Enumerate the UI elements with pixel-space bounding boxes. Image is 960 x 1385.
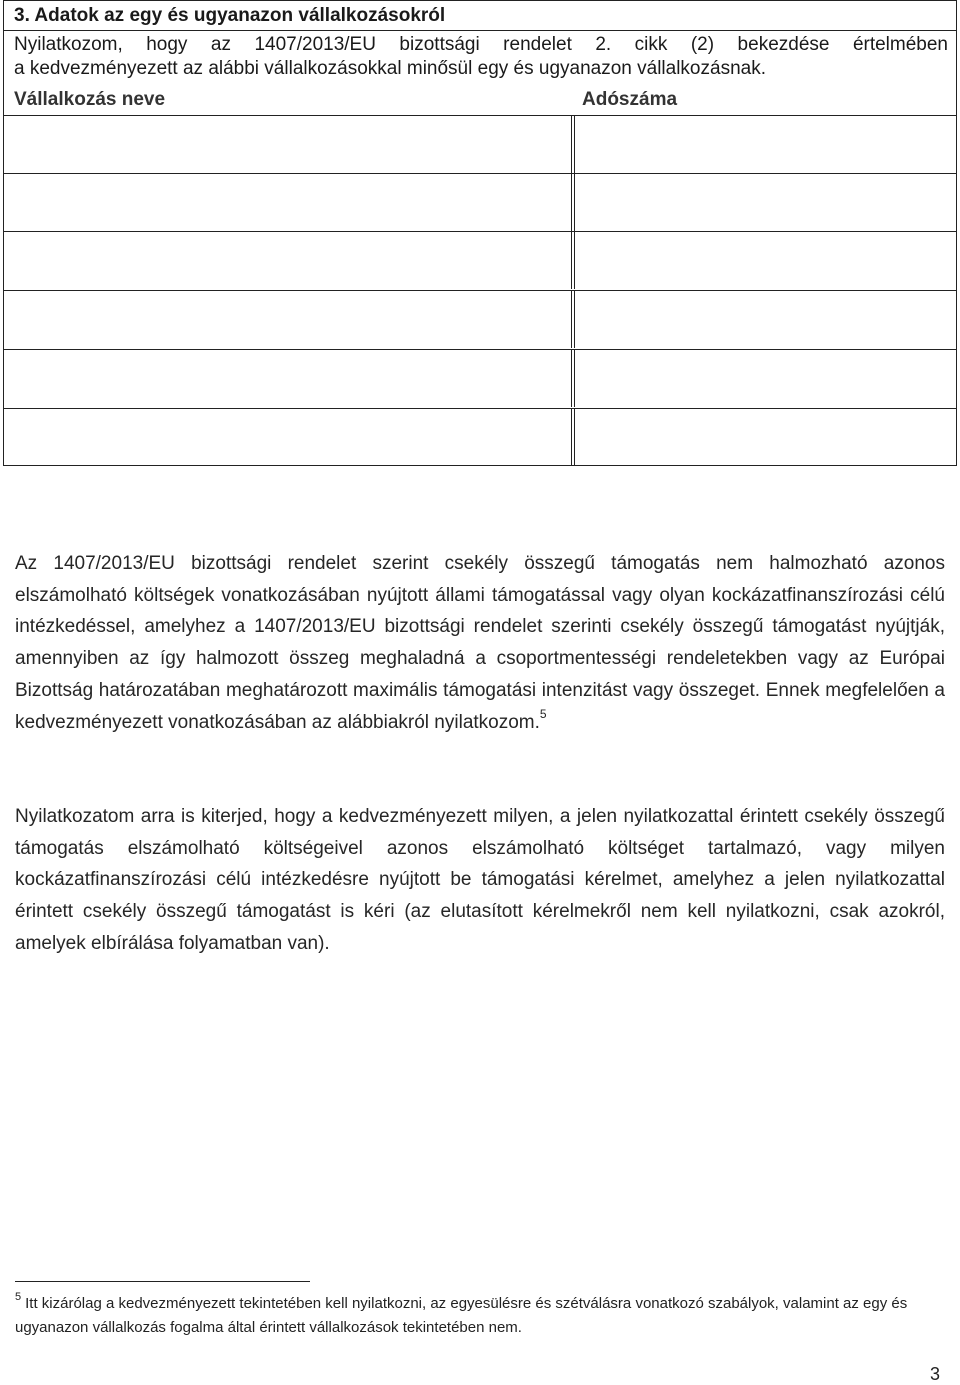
declaration-scope-paragraph: Nyilatkozatom arra is kiterjed, hogy a kedvezményezett milyen, a jelen nyilatkozattal érintett csekély összegű támogatás elszámolható költségeivel azonos elszámolható költséget tartalmazó, vagy milyen kockázatfinanszírozási célú intézkedésre nyújtott be támogatási kérelmet, amelyhez a jelen nyilatkozattal érintett csekély összegű támogatást is kéri (az elutasított kérelmekről nem kell nyilatkozni, csak azokról, amelyek elbírálása folyamatban van).	[15, 806, 945, 954]
column-divider	[571, 232, 575, 289]
table-row	[4, 349, 956, 407]
column-divider	[571, 291, 575, 348]
footnote-reference: 5	[539, 706, 547, 721]
column-divider	[571, 116, 575, 173]
cumulation-paragraph	[15, 548, 945, 738]
enterprise-table	[4, 115, 956, 466]
section-intro	[14, 33, 948, 81]
column-divider	[571, 409, 575, 466]
table-row	[4, 231, 956, 289]
column-header-tax-number: Adószáma	[582, 89, 678, 110]
cumulation-text: Az 1407/2013/EU bizottsági rendelet szerint csekély összegű támogatás nem halmozható azonos elszámolható költségek vonatkozásában nyújtott állami támogatással vagy olyan kockázatfinanszírozási célú intézkedéssel, amelyhez a 1407/2013/EU bizottsági rendelet szerinti csekély összegű támogatást nyújtják, amennyiben az így halmozott összeg meghaladná a csoportmentességi rendeletekben vagy az Európai Bizottság határozatában meghatározott maximális támogatási intenzitást vagy összeget. Ennek megfelelően a kedvezményezett vonatkozásában az alábbiakról nyilatkozom.	[15, 553, 945, 733]
footnote-separator	[15, 1281, 310, 1282]
table-row	[4, 290, 956, 348]
footnote-text: Itt kizárólag a kedvezményezett tekintetében kell nyilatkozni, az egyesülésre és szétválásra vonatkozó szabályok, valamint az egy és ugyanazon vállalkozás fogalma által érintett vállalkozások tekintetében nem.	[15, 1295, 908, 1336]
column-divider	[571, 174, 575, 231]
column-divider	[571, 350, 575, 407]
footnote-number: 5	[15, 1291, 22, 1303]
enterprise-data-section	[3, 0, 957, 466]
column-header-enterprise-name: Vállalkozás neve	[14, 89, 166, 110]
footnote	[15, 1292, 945, 1340]
section-title: 3. Adatok az egy és ugyanazon vállalkozásokról	[4, 1, 956, 31]
page-number: 3	[930, 1364, 941, 1384]
table-row	[4, 115, 956, 173]
intro-line-2: a kedvezményezett az alábbi vállalkozásokkal minősül egy és ugyanazon vállalkozásnak.	[14, 58, 766, 79]
table-row	[4, 173, 956, 231]
intro-line-1: Nyilatkozom, hogy az 1407/2013/EU bizottsági rendelet 2. cikk (2) bekezdése értelmében	[14, 34, 948, 55]
table-row	[4, 408, 956, 466]
table-header	[4, 89, 956, 115]
